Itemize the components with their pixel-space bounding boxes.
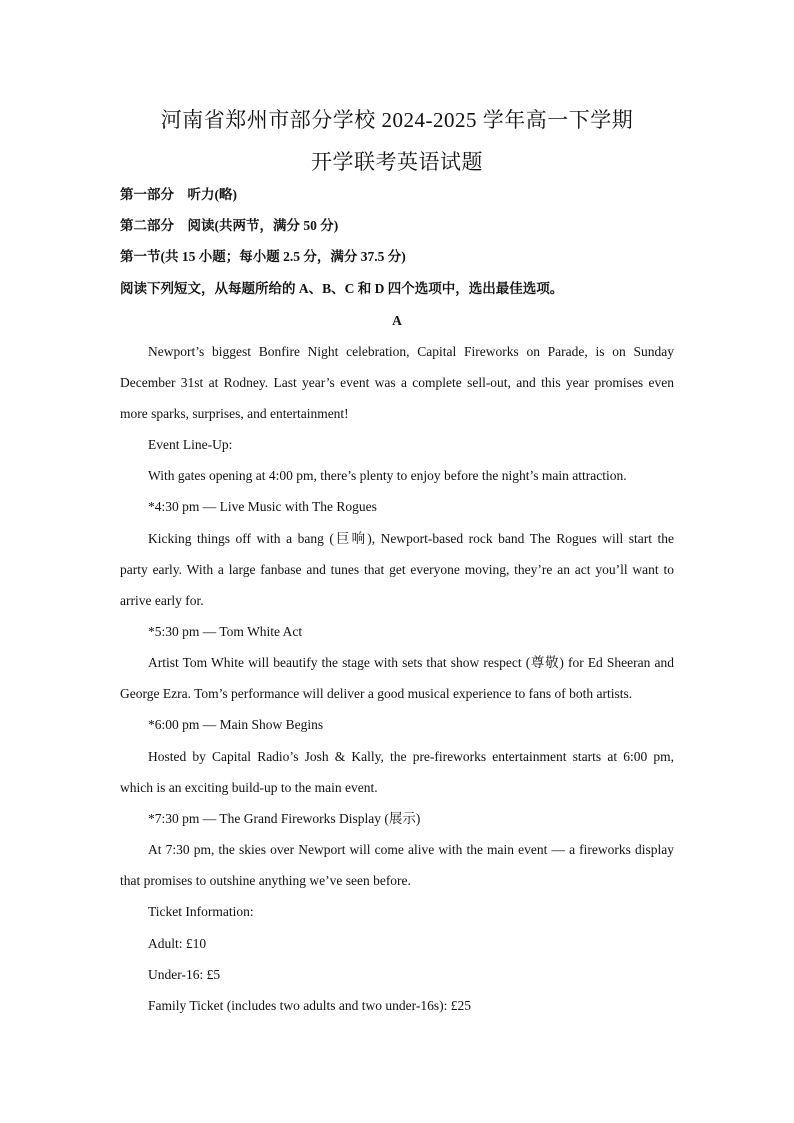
paragraph-line: With gates opening at 4:00 pm, there’s plenty to enjoy before the night’s main attraction. [148, 468, 627, 483]
paragraph-line: party early. With a large fanbase and tunes that get everyone moving, they’re an act you’ll want to [120, 562, 674, 577]
ticket-price-adult: Adult: £10 [148, 936, 207, 951]
paragraph-line: that promises to outshine anything we’ve seen before. [120, 873, 411, 888]
event-title: *7:30 pm — The Grand Fireworks Display (展示) [148, 811, 421, 826]
event-title: *4:30 pm — Live Music with The Rogues [148, 499, 377, 514]
paragraph-line: arrive early for. [120, 593, 204, 608]
ticket-price-family: Family Ticket (includes two adults and two under-16s): £25 [148, 998, 471, 1013]
paragraph-line: December 31st at Rodney. Last year’s event was a complete sell-out, and this year promises even [120, 375, 674, 390]
paragraph-line: At 7:30 pm, the skies over Newport will come alive with the main event — a fireworks display [148, 842, 674, 857]
event-title: *6:00 pm — Main Show Begins [148, 717, 324, 732]
exam-title-line2: 开学联考英语试题 [311, 150, 483, 174]
paragraph-line: which is an exciting build-up to the main event. [120, 780, 378, 795]
ticket-heading: Ticket Information: [148, 904, 254, 919]
paragraph-line: Kicking things off with a bang (巨响), Newport-based rock band The Rogues will start the [148, 531, 674, 546]
exam-title-line1: 河南省郑州市部分学校 2024-2025 学年高一下学期 [160, 108, 634, 132]
reading-instruction: 阅读下列短文，从每题所给的 A、B、C 和 D 四个选项中，选出最佳选项。 [120, 281, 564, 296]
paragraph-line: Artist Tom White will beautify the stage with sets that show respect (尊敬) for Ed Sheeran and [148, 655, 674, 670]
passage-label: A [392, 313, 402, 328]
paragraph-line: Newport’s biggest Bonfire Night celebration, Capital Fireworks on Parade, is on Sunday [148, 344, 674, 359]
part2-heading: 第二部分 阅读(共两节，满分 50 分) [120, 218, 339, 233]
lineup-heading: Event Line-Up: [148, 437, 233, 452]
part1-heading: 第一部分 听力(略) [120, 187, 237, 202]
event-title: *5:30 pm — Tom White Act [148, 624, 303, 639]
paragraph-line: Hosted by Capital Radio’s Josh & Kally, the pre-fireworks entertainment starts at 6:00 pm, [148, 749, 674, 764]
section1-heading: 第一节(共 15 小题；每小题 2.5 分，满分 37.5 分) [120, 249, 406, 264]
paragraph-line: George Ezra. Tom’s performance will deliver a good musical experience to fans of both artists. [120, 686, 633, 701]
paragraph-line: more sparks, surprises, and entertainment! [120, 406, 349, 421]
ticket-price-under16: Under-16: £5 [148, 967, 221, 982]
